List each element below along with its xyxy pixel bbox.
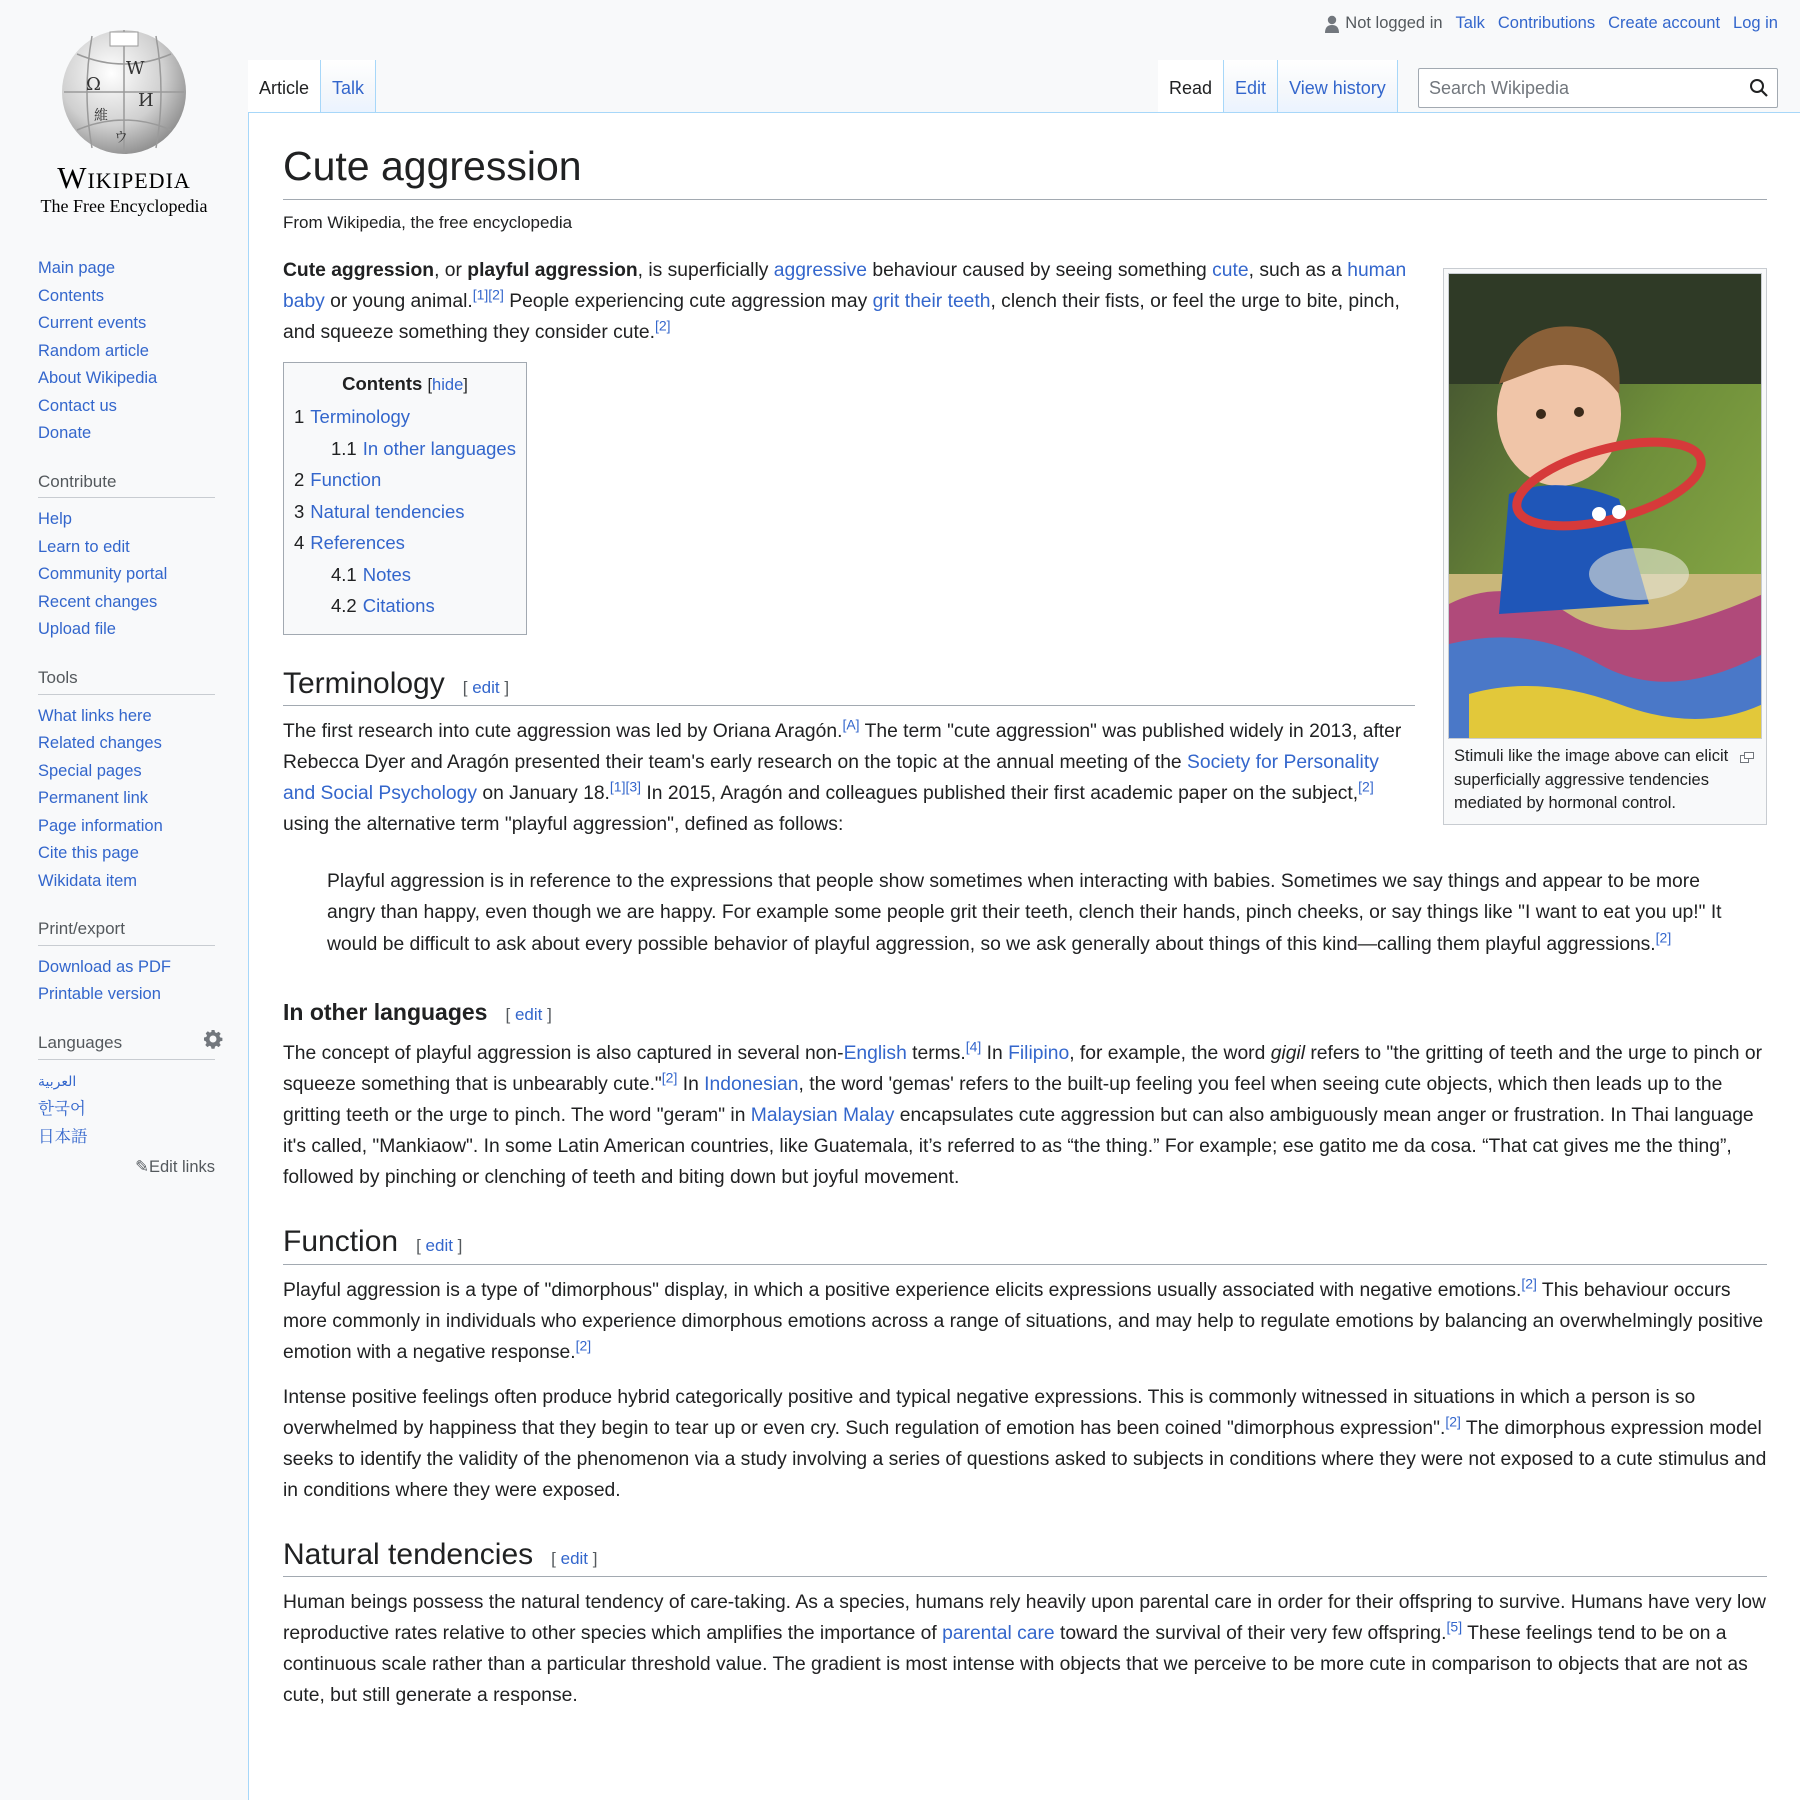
nav-contents[interactable]: Contents: [38, 286, 105, 305]
languages-heading: Languages: [38, 1032, 123, 1052]
link-aggressive[interactable]: aggressive: [773, 260, 867, 282]
edit-section-function[interactable]: edit: [425, 1236, 453, 1256]
view-tabs: [1158, 60, 1398, 113]
content-area: [248, 112, 1800, 1800]
nav-help[interactable]: Help: [38, 510, 72, 529]
ref-2[interactable]: [2]: [575, 1337, 592, 1354]
nav-permanent-link[interactable]: Permanent link: [38, 789, 149, 808]
print-heading: Print/export: [38, 917, 215, 946]
natural-paragraph: Human beings possess the natural tendency of care-taking. As a species, humans rely heavily upon parental care in order for their offspring to survive. Humans have very low reproductive rates relative to other species which amplifies the importance of parental care toward the survival of their very few offspring.[5] These feelings tend to be on a continuous scale rather than a particular threshold value. The gradient is most intense with objects that we perceive to be more cute in comparison to objects that are not as cute, but still generate a response.: [283, 1592, 1766, 1707]
toc-item[interactable]: 4.2 Citations: [331, 595, 435, 617]
link-grit-teeth[interactable]: grit their teeth: [872, 291, 991, 313]
tab-read[interactable]: Read: [1158, 60, 1224, 113]
tab-edit[interactable]: Edit: [1224, 60, 1278, 113]
table-of-contents: [283, 362, 527, 635]
page-title: Cute aggression: [283, 142, 1767, 200]
languages-heading-row: [38, 1031, 215, 1060]
toc-title-row: Contents [hide]: [342, 373, 468, 395]
languages-portal: [38, 1031, 215, 1177]
link-english[interactable]: English: [843, 1043, 907, 1065]
toc-item[interactable]: 2 Function: [294, 469, 382, 491]
link-cute[interactable]: cute: [1212, 260, 1249, 282]
link-indonesian[interactable]: Indonesian: [704, 1074, 799, 1096]
ref-5[interactable]: [5]: [1446, 1618, 1463, 1635]
intro-section: [283, 255, 1415, 840]
not-logged-in: Not logged in: [1325, 14, 1442, 33]
toc-item[interactable]: 3 Natural tendencies: [294, 500, 465, 522]
search-icon[interactable]: [1741, 78, 1777, 98]
enlarge-icon[interactable]: [1740, 747, 1754, 771]
edit-links-button[interactable]: ✎Edit links: [135, 1158, 215, 1177]
function-paragraph-1: Playful aggression is a type of "dimorphous" display, in which a positive experience elicits expressions usually associated with negative emotions.[2] This behaviour occurs more commonly in individuals who experience dimorphous emotions across a range of situations, and may help to regulate emotions by balancing an overwhelmingly positive emotion with a negative response.[2]: [283, 1275, 1764, 1363]
ref-2[interactable]: [2]: [654, 317, 671, 334]
terminology-paragraph: The first research into cute aggression was led by Oriana Aragón.[A] The term "cute aggression" was published widely in 2013, after Rebecca Dyer and Aragón presented their team's early research on the topic at the annual meeting of the Society for Personality and Social Psychology on January 18.[1][3] In 2015, Aragón and colleagues published their first academic paper on the subject,[2] using the alternative term "playful aggression", defined as follows:: [283, 716, 1402, 836]
ref-2[interactable]: [2]: [1655, 929, 1672, 946]
search-input[interactable]: [1419, 78, 1741, 99]
nav-upload-file[interactable]: Upload file: [38, 620, 116, 639]
languages-paragraph: The concept of playful aggression is also captured in several non-English terms.[4] In Filipino, for example, the word gigil refers to "the gritting of teeth and the urge to pinch or squeeze something that is unbearably cute."[2] In Indonesian, the word 'gemas' refers to the built-up feeling you feel when seeing cute objects, which then leads up to the gritting teeth or the urge to pinch. The word "geram" in Malaysian Malay encapsulates cute aggression but can also ambiguously mean anger or frustration. In Thai language it's called, "Mankiaow". In some Latin American countries, like Guatemala, it’s referred to as “the thing.” For example; ese gatito me da cosa. “That cat gives me the thing”, followed by pinching or clenching of teeth and biting down but joyful movement.: [283, 1038, 1763, 1189]
tab-talk[interactable]: Talk: [321, 60, 376, 113]
toc-item[interactable]: 4.1 Notes: [331, 563, 412, 585]
nav-learn-to-edit[interactable]: Learn to edit: [38, 537, 130, 556]
nav-contact[interactable]: Contact us: [38, 396, 117, 415]
baby-photo[interactable]: [1448, 273, 1762, 739]
svg-text:ウ: ウ: [114, 130, 128, 146]
namespace-tabs: [248, 60, 376, 113]
heading-other-languages: In other languages [ edit ]: [283, 999, 552, 1026]
ref-1-2[interactable]: [1][2]: [472, 286, 504, 303]
link-malaysian-malay[interactable]: Malaysian Malay: [750, 1105, 895, 1127]
tools-portal: [38, 666, 215, 895]
article-body: [283, 113, 1767, 1721]
print-portal: [38, 917, 215, 1009]
link-human-baby[interactable]: human baby: [283, 260, 1407, 313]
toc-item[interactable]: 4 References: [294, 532, 405, 554]
toc-hide-button[interactable]: hide: [432, 376, 464, 395]
definition-quote: Playful aggression is in reference to the expressions that people show sometimes when interacting with babies. Sometimes we say things and appear to be more angry than happy, even though we are happy. For example some people grit their teeth, clench their hands, pinch cheeks, or say things like "I want to eat you up!" It would be difficult to ask about every possible behavior of playful aggression, so we ask generally about things of this kind—calling them playful aggressions.[2]: [327, 871, 1722, 955]
heading-function: Function [ edit ]: [283, 1223, 1767, 1265]
heading-terminology: Terminology [ edit ]: [283, 665, 1415, 707]
heading-natural-tendencies: Natural tendencies [ edit ]: [283, 1536, 1767, 1578]
lang-arabic[interactable]: العربية: [38, 1073, 77, 1090]
link-society[interactable]: Society for Personality and Social Psychology: [283, 752, 1379, 805]
tab-view-history[interactable]: View history: [1278, 60, 1398, 113]
nav-recent-changes[interactable]: Recent changes: [38, 592, 158, 611]
nav-current-events[interactable]: Current events: [38, 314, 147, 332]
nav-main-page[interactable]: Main page: [38, 259, 116, 277]
ref-2[interactable]: [2]: [1445, 1413, 1461, 1430]
intro-paragraph: Cute aggression, or playful aggression, is superficially aggressive behaviour caused by seeing something cute, such as a human baby or young animal.[1][2] People experiencing cute aggression may grit their teeth, clench their fists, or feel the urge to bite, pinch, and squeeze something they consider cute.[2]: [283, 260, 1407, 344]
nav-donate[interactable]: Donate: [38, 424, 92, 442]
nav-what-links-here[interactable]: What links here: [38, 706, 152, 725]
link-filipino[interactable]: Filipino: [1008, 1043, 1070, 1065]
logo-tagline: The Free Encyclopedia: [40, 196, 208, 216]
note-A[interactable]: [A]: [842, 716, 860, 733]
user-icon: [1325, 15, 1339, 33]
search-box[interactable]: [1418, 68, 1778, 108]
function-paragraph-2: Intense positive feelings often produce hybrid categorically positive and typical negative expressions. This is commonly witnessed in situations in which a person is so overwhelmed by happiness that they begin to tear up or even cry. Such regulation of emotion has been coined "dimorphous expression".[2] The dimorphous expression model seeks to identify the validity of the phenomenon via a study involving a series of questions asked to subjects in conditions where they were not exposed to a cute stimulus and in conditions where they were exposed.: [283, 1386, 1767, 1501]
svg-text:W: W: [126, 58, 145, 79]
wikipedia-globe-icon: [52, 24, 196, 156]
image-caption: Stimuli like the image above can elicit superficially aggressive tendencies mediated by hormonal control.: [1448, 739, 1762, 820]
tab-article[interactable]: Article: [248, 60, 321, 113]
toc-item[interactable]: 1 Terminology: [294, 406, 411, 428]
nav-portal: [38, 255, 215, 448]
toc-list: [294, 401, 516, 622]
tools-heading: Tools: [38, 666, 215, 695]
edit-section-natural[interactable]: edit: [560, 1548, 589, 1568]
nav-page-information[interactable]: Page information: [38, 816, 163, 835]
edit-section-languages[interactable]: edit: [514, 1005, 543, 1025]
nav-community-portal[interactable]: Community portal: [38, 565, 168, 584]
lang-korean[interactable]: 한국어: [38, 1100, 86, 1119]
site-sub: From Wikipedia, the free encyclopedia: [283, 213, 573, 233]
nav-special-pages[interactable]: Special pages: [38, 761, 142, 780]
pencil-icon: ✎: [135, 1158, 149, 1177]
wikipedia-logo[interactable]: [0, 0, 248, 230]
nav-about[interactable]: About Wikipedia: [38, 369, 158, 387]
toc-title: Contents: [342, 373, 423, 395]
ref-2[interactable]: [2]: [1521, 1275, 1537, 1292]
ref-2[interactable]: [2]: [661, 1069, 678, 1086]
ref-1-3[interactable]: [1][3]: [609, 778, 642, 795]
lang-japanese[interactable]: 日本語: [38, 1127, 88, 1146]
logo-wordmark: Wikipedia: [57, 160, 191, 195]
personal-tools: [1325, 14, 1778, 33]
sidebar: [0, 255, 248, 1199]
svg-text:維: 維: [94, 108, 108, 124]
nav-wikidata-item[interactable]: Wikidata item: [38, 871, 138, 890]
image-thumb: [1443, 268, 1767, 825]
log-in-link[interactable]: Log in: [1733, 14, 1778, 32]
nav-download-pdf[interactable]: Download as PDF: [38, 957, 171, 976]
create-account-link[interactable]: Create account: [1608, 14, 1721, 32]
link-parental-care[interactable]: parental care: [942, 1623, 1055, 1645]
toc-item[interactable]: 1.1 In other languages: [331, 437, 516, 459]
contribute-portal: [38, 470, 215, 644]
gear-icon[interactable]: [203, 1029, 223, 1049]
nav-random-article[interactable]: Random article: [38, 341, 149, 360]
svg-text:И: И: [138, 90, 154, 111]
ref-4[interactable]: [4]: [965, 1038, 982, 1055]
svg-text:Ω: Ω: [86, 74, 101, 95]
nav-related-changes[interactable]: Related changes: [38, 734, 162, 753]
nav-cite-this-page[interactable]: Cite this page: [38, 844, 139, 863]
contributions-link[interactable]: Contributions: [1497, 14, 1596, 32]
ref-2[interactable]: [2]: [1358, 778, 1374, 795]
talk-link[interactable]: Talk: [1455, 14, 1485, 32]
contribute-heading: Contribute: [38, 470, 215, 499]
edit-section-terminology[interactable]: edit: [472, 677, 500, 697]
nav-printable-version[interactable]: Printable version: [38, 985, 161, 1004]
